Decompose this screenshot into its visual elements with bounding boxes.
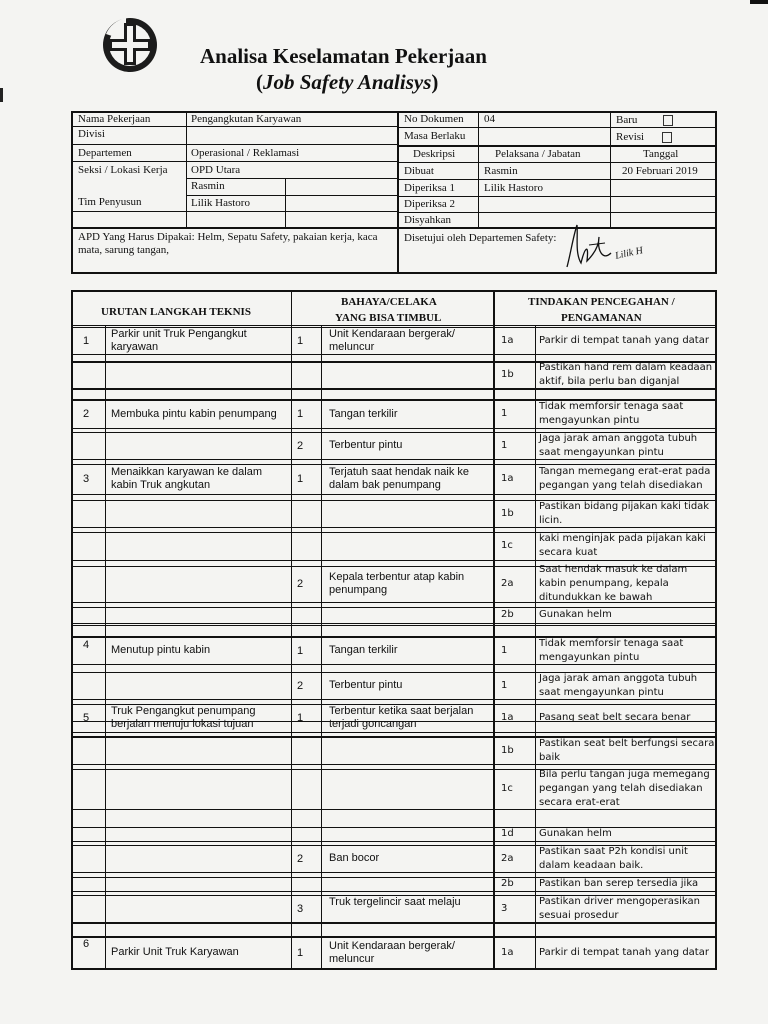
diperiksa2-label: Diperiksa 2: [404, 198, 456, 210]
apd-text: APD Yang Harus Dipakai: Helm, Sepatu Safety, pakaian kerja, kaca mata, sarung tangan,: [78, 231, 378, 256]
col-header-action-2: PENGAMANAN: [561, 312, 642, 324]
diperiksa1-label: Diperiksa 1: [404, 182, 456, 194]
action-text: Parkir di tempat tanah yang datar: [539, 334, 709, 346]
disetujui-label: Disetujui oleh Departemen Safety:: [404, 232, 557, 244]
row-line: [186, 178, 397, 179]
col-line: [610, 113, 611, 227]
row-line: [73, 841, 715, 842]
revisi-checkbox: Revisi: [616, 131, 672, 144]
hazard-text: Terjatuh saat hendak naik ke dalam bak penumpang: [329, 466, 470, 491]
page-title: Analisa Keselamatan Pekerjaan: [200, 44, 487, 68]
action-number: 2b: [501, 609, 514, 620]
row-line: [73, 126, 397, 127]
step-text: Menaikkan karyawan ke dalam kabin Truk angkutan: [111, 466, 263, 491]
row-line: [399, 127, 715, 128]
dibuat-label: Dibuat: [404, 165, 434, 177]
action-text: Pastikan driver mengoperasikan sesuai prosedur: [539, 895, 700, 921]
step-text: Parkir Unit Truk Karyawan: [111, 946, 239, 958]
step-number: 4: [83, 639, 90, 651]
disyahkan-label: Disyahkan: [404, 214, 452, 226]
row-line: [73, 923, 715, 924]
diperiksa1-value: Lilik Hastoro: [484, 182, 543, 194]
row-line: [399, 179, 715, 180]
step-text: Menutup pintu kabin: [111, 644, 211, 656]
action-number: 1c: [501, 783, 513, 794]
row-line: [399, 212, 715, 213]
step-text: Parkir unit Truk Pengangkut karyawan: [111, 327, 247, 353]
row-line: [73, 161, 397, 162]
action-text: Pasang seat belt secara benar: [539, 712, 691, 723]
row-line: [399, 145, 715, 147]
hazard-number: 2: [297, 578, 304, 590]
tim-member-1: Rasmin: [191, 180, 225, 192]
action-number: 1a: [501, 712, 514, 723]
step-number: 2: [83, 408, 90, 420]
no-dokumen-label: No Dokumen: [404, 113, 464, 125]
row-line: [73, 211, 397, 212]
hazard-text: Terbentur ketika saat berjalan terjadi goncangan: [329, 705, 474, 730]
hazard-text: Tangan terkilir: [329, 407, 398, 420]
dibuat-value: Rasmin: [484, 165, 518, 177]
departemen-value: Operasional / Reklamasi: [191, 147, 300, 159]
row-line: [73, 325, 715, 326]
action-text: Tidak memforsir tenaga saat mengayunkan pintu: [539, 401, 684, 426]
divisi-label: Divisi: [78, 128, 105, 140]
row-line: [73, 144, 397, 145]
step-number: 6: [83, 938, 90, 950]
row-line: [399, 162, 715, 163]
hazard-text: Tangan terkilir: [329, 644, 398, 656]
action-text: kaki menginjak pada pijakan kaki secara kuat: [539, 533, 706, 558]
pelaksana-label: Pelaksana / Jabatan: [495, 148, 581, 160]
hazard-text: Kepala terbentur atap kabin penumpang: [329, 571, 465, 596]
action-text: Bila perlu tangan juga memegang pegangan yang telah disediakan secara erat-erat: [539, 769, 710, 808]
action-text: Pastikan bidang pijakan kaki tidak licin.: [539, 500, 710, 526]
hazard-number: 2: [297, 439, 304, 452]
action-text: Parkir di tempat tanah yang datar: [539, 946, 709, 958]
action-number: 1b: [501, 368, 514, 380]
col-line: [397, 113, 399, 272]
action-number: 1b: [501, 744, 514, 756]
step-text: Membuka pintu kabin penumpang: [111, 407, 277, 420]
hazard-number: 1: [297, 644, 304, 657]
row-line: [73, 937, 715, 938]
page-subtitle: (Job Safety Analisys): [256, 70, 439, 94]
hazard-number: 1: [297, 946, 304, 959]
action-text: Tidak memforsir tenaga saat mengayunkan pintu: [539, 637, 684, 663]
safety-cross-logo-icon: [100, 14, 160, 74]
tanggal-label: Tanggal: [643, 148, 679, 160]
hazard-text: Terbentur pintu: [329, 679, 403, 691]
deskripsi-label: Deskripsi: [413, 148, 456, 160]
row-line: [73, 494, 715, 495]
hazard-text: Unit Kendaraan bergerak/ meluncur: [329, 939, 455, 965]
action-number: 1: [501, 408, 508, 419]
signature-image: [559, 217, 629, 271]
action-number: 1: [501, 439, 508, 451]
scan-margin-mark: [0, 88, 3, 102]
action-number: 1a: [501, 473, 514, 484]
action-text: Gunakan helm: [539, 828, 612, 839]
row-line: [73, 623, 715, 624]
document-info-table: [71, 111, 717, 274]
action-number: 1a: [501, 334, 514, 346]
step-number: 5: [83, 712, 90, 724]
row-line: [186, 195, 397, 196]
checkbox-icon: [662, 132, 672, 143]
action-number: 1b: [501, 507, 514, 519]
hazard-number: 1: [297, 473, 304, 485]
nama-pekerjaan-value: Pengangkutan Karyawan: [191, 113, 302, 125]
hazard-text: Terbentur pintu: [329, 439, 403, 451]
dibuat-date: 20 Februari 2019: [622, 165, 698, 177]
action-number: 2a: [501, 578, 514, 589]
no-dokumen-value: 04: [484, 113, 495, 125]
jsa-table: [71, 290, 717, 970]
action-text: Jaga jarak aman anggota tubuh saat mengayunkan pintu: [539, 672, 698, 698]
departemen-label: Departemen: [78, 147, 132, 159]
col-header-action-1: TINDAKAN PENCEGAHAN /: [528, 296, 675, 308]
row-line: [73, 428, 715, 429]
col-line: [285, 178, 286, 228]
row-line: [73, 732, 715, 733]
baru-checkbox: Baru: [616, 114, 673, 127]
action-text: Tangan memegang erat-erat pada pegangan yang telah disediakan: [539, 466, 711, 491]
col-line: [493, 292, 495, 968]
hazard-text: Truk tergelincir saat melaju: [329, 895, 461, 908]
checkbox-icon: [663, 115, 673, 126]
signature-name: Lilik H: [614, 245, 644, 262]
row-line: [73, 891, 715, 892]
action-text: Pastikan ban serep tersedia jika: [539, 878, 699, 889]
masa-berlaku-label: Masa Berlaku: [404, 130, 466, 142]
col-line: [478, 113, 479, 227]
action-number: 1d: [501, 828, 514, 839]
action-number: 1: [501, 679, 508, 691]
hazard-number: 2: [297, 679, 304, 692]
action-number: 2b: [501, 878, 514, 889]
row-line: [73, 625, 715, 626]
action-text: Pastikan hand rem dalam keadaan aktif, bila perlu ban diganjal: [539, 361, 713, 387]
row-line: [73, 968, 715, 969]
action-text: Saat hendak masuk ke dalam kabin penumpang, kepala ditundukkan ke bawah: [539, 564, 688, 603]
hazard-number: 1: [297, 712, 304, 724]
step-number: 3: [83, 473, 90, 485]
hazard-number: 2: [297, 852, 304, 865]
col-line: [291, 292, 292, 968]
hazard-text: Unit Kendaraan bergerak/ meluncur: [329, 327, 455, 353]
step-text: Truk Pengangkut penumpang berjalan menuju lokasi tujuan: [111, 705, 256, 730]
col-header-hazard-2: YANG BISA TIMBUL: [335, 312, 442, 324]
col-line: [186, 113, 187, 227]
row-line: [399, 196, 715, 197]
col-header-steps: URUTAN LANGKAH TEKNIS: [101, 306, 251, 318]
action-number: 3: [501, 902, 508, 914]
action-number: 2a: [501, 852, 514, 864]
hazard-number: 1: [297, 334, 304, 347]
scan-edge-mark: [750, 0, 768, 4]
action-text: Pastikan seat belt berfungsi secara baik: [539, 737, 715, 763]
seksi-value: OPD Utara: [191, 164, 241, 176]
action-number: 1a: [501, 946, 514, 958]
action-number: 1c: [501, 540, 513, 551]
nama-pekerjaan-label: Nama Pekerjaan: [78, 113, 151, 125]
row-line: [73, 936, 715, 937]
tim-penyusun-label: Tim Penyusun: [78, 196, 142, 208]
hazard-text: Ban bocor: [329, 852, 380, 864]
row-line: [73, 389, 715, 390]
step-number: 1: [83, 334, 90, 347]
action-text: Gunakan helm: [539, 609, 612, 620]
action-text: Pastikan saat P2h kondisi unit dalam keadaan baik.: [539, 845, 688, 871]
tim-member-2: Lilik Hastoro: [191, 197, 250, 209]
hazard-number: 3: [297, 902, 304, 915]
row-line: [73, 560, 715, 561]
hazard-number: 1: [297, 408, 304, 420]
seksi-label: Seksi / Lokasi Kerja: [78, 164, 168, 176]
row-line: [73, 354, 715, 355]
col-header-hazard-1: BAHAYA/CELAKA: [341, 296, 437, 308]
action-text: Jaga jarak aman anggota tubuh saat mengayunkan pintu: [539, 432, 698, 458]
action-number: 1: [501, 644, 508, 656]
